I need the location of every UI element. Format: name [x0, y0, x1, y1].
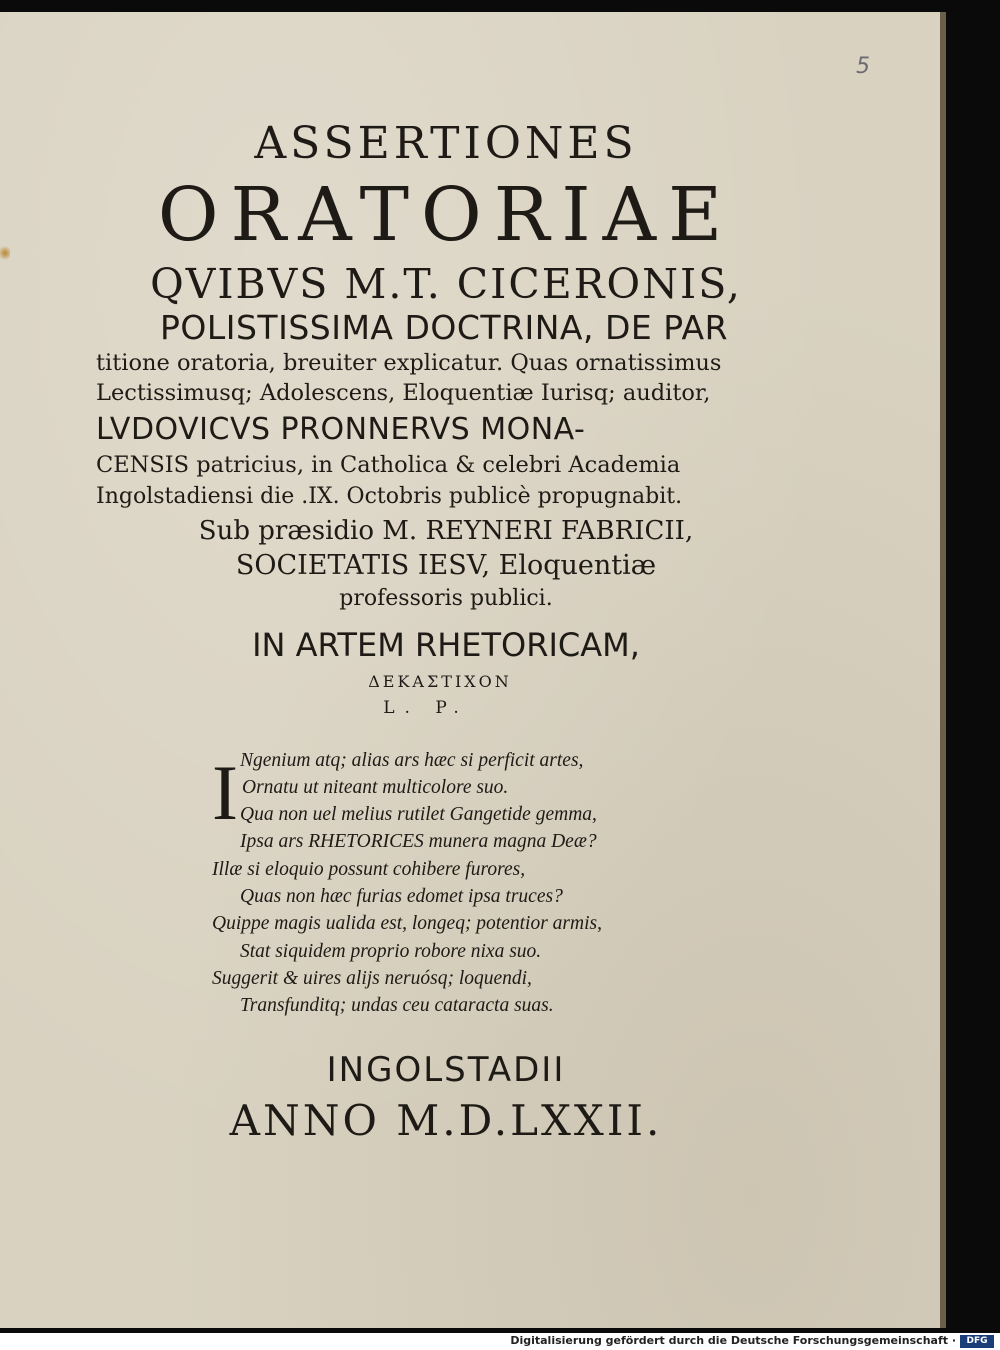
body-line-3: titione oratoria, breuiter explicatur. Quas ornatissimus	[96, 350, 722, 376]
poem-line-7: Quippe magis ualida est, longeq; potentior armis,	[212, 913, 602, 934]
body-line-7: Ingolstadiensi die .IX. Octobris publicè propugnabit.	[96, 484, 683, 509]
imprint-place: INGOLSTADII	[326, 1050, 566, 1090]
body-line-4: Lectissimusq; Adolescens, Eloquentiæ Iurisq; auditor,	[96, 380, 711, 406]
poem-line-3: Qua non uel melius rutilet Gangetide gemma,	[240, 804, 597, 825]
poem-line-4: Ipsa ars RHETORICES munera magna Deæ?	[240, 831, 597, 852]
body-line-8: Sub præsidio M. REYNERI FABRICII,	[198, 516, 694, 546]
body-line-5: LVDOVICVS PRONNERVS MONA-	[96, 412, 586, 447]
poem-line-9: Suggerit & uires alijs neruósq; loquendi,	[212, 968, 532, 989]
footer-credit: Digitalisierung gefördert durch die Deutsche Forschungsgemeinschaft ·	[510, 1334, 956, 1347]
poem-dropcap: I	[212, 749, 238, 836]
poem-line-2: Ornatu ut niteant multicolore suo.	[242, 777, 509, 798]
poem-line-6: Quas non hæc furias edomet ipsa truces?	[240, 886, 563, 907]
poem-line-8: Stat siquidem proprio robore nixa suo.	[240, 941, 542, 962]
poem-line-5: Illæ si eloquio possunt cohibere furores,	[212, 859, 526, 880]
scanned-page	[0, 12, 946, 1328]
imprint-year: ANNO M.D.LXXII.	[229, 1096, 663, 1145]
body-line-2: POLISTISSIMA DOCTRINA, DE PAR	[159, 308, 729, 347]
body-line-9: SOCIETATIS IESV, Eloquentiæ	[235, 550, 657, 581]
poem-heading: IN ARTEM RHETORICAM,	[252, 626, 640, 664]
digitization-footer	[0, 1333, 1000, 1350]
body-line-1: QVIBVS M.T. CICERONIS,	[150, 260, 742, 308]
body-line-10: professoris publici.	[339, 586, 553, 611]
title-line-2: ORATORIAE	[157, 172, 735, 258]
poem-subheading-greek: ΔΕΚΑΣΤΙΧΟΝ	[368, 672, 512, 691]
dfg-logo-icon: DFG	[960, 1335, 994, 1348]
poem-author-initials: L. P.	[383, 698, 469, 718]
title-line-1: ASSERTIONES	[254, 118, 638, 169]
poem-line-1: Ngenium atq; alias ars hæc si perficit artes,	[240, 750, 584, 771]
pencil-page-number: 5	[856, 54, 870, 79]
body-line-6: CENSIS patricius, in Catholica & celebri Academia	[96, 452, 681, 478]
poem-line-10: Transfunditq; undas ceu cataracta suas.	[240, 995, 554, 1016]
